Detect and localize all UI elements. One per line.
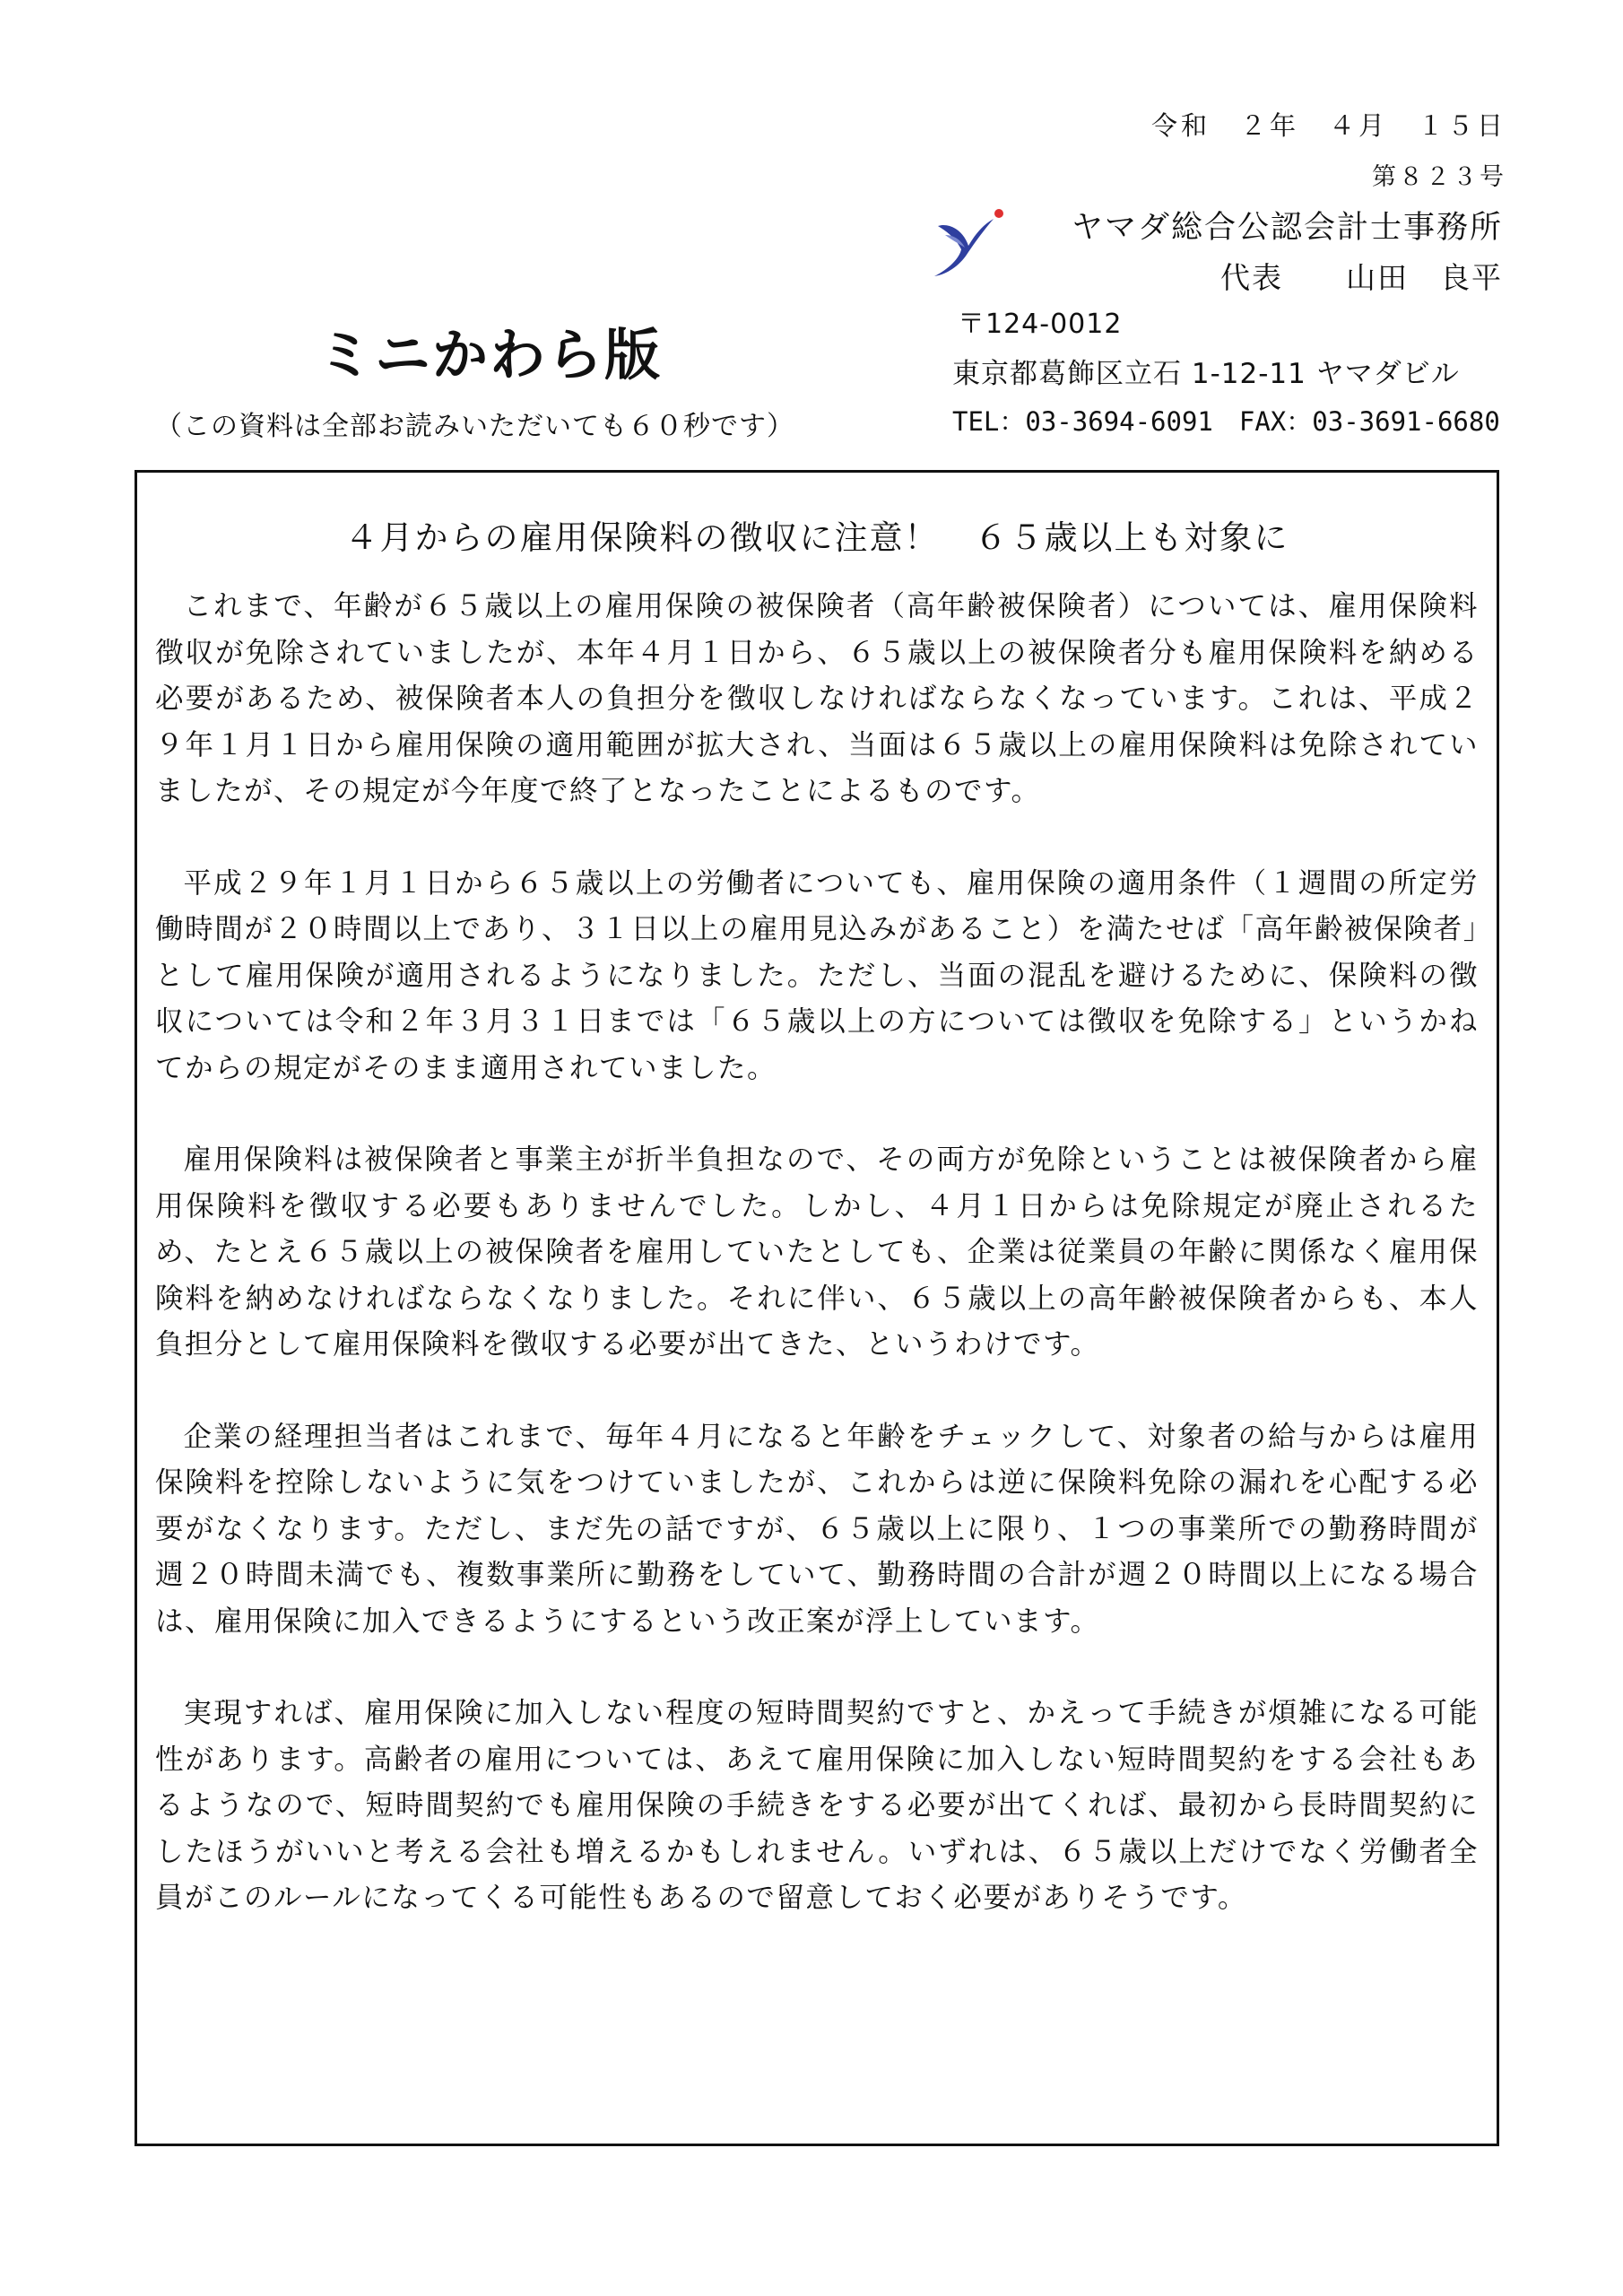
article-paragraph: 平成２９年１月１日から６５歳以上の労働者についても、雇用保険の適用条件（１週間の所定労働時間が２０時間以上であり、３１日以上の雇用見込みがあること）を満たせば「高年齢被保険者」として雇用保険が適用されるようになりました。ただし、当面の混乱を避けるために、保険料の徴収については令和２年３月３１日までは「６５歳以上の方については徴収を免除する」というかねてからの規定がそのまま適用されていました。	[155, 866, 1479, 1084]
issue-number: 第８２３号	[1372, 163, 1506, 191]
office-address: 東京都葛飾区立石 1-12-11 ヤマダビル	[952, 358, 1460, 390]
article-body	[155, 584, 1479, 1968]
office-name: ヤマダ総合公認会計士事務所	[1071, 210, 1503, 246]
article-box	[135, 470, 1499, 2146]
logo-graphic	[927, 199, 1017, 280]
issue-date: 令和 ２年 ４月 １５日	[1150, 110, 1506, 141]
newsletter-subtitle: （この資料は全部お読みいただいても６０秒です）	[155, 411, 794, 442]
postal-code: 〒124-0012	[958, 309, 1123, 340]
tel-fax: TEL：03-3694-6091 FAX：03-3691-6680	[952, 406, 1500, 437]
article-paragraph: 雇用保険料は被保険者と事業主が折半負担なので、その両方が免除ということは被保険者から雇用保険料を徴収する必要もありませんでした。しかし、４月１日からは免除規定が廃止されるため、たとえ６５歳以上の被保険者を雇用していたとしても、企業は従業員の年齢に関係なく雇用保険料を納めなければならなくなりました。それに伴い、６５歳以上の高年齢被保険者からも、本人負担分として雇用保険料を徴収する必要が出てきた、というわけです。	[155, 1144, 1479, 1361]
article-heading: ４月からの雇用保険料の徴収に注意！ ６５歳以上も対象に	[344, 518, 1289, 557]
yamada-swoosh-logo-icon	[927, 199, 1017, 280]
representative: 代表 山田 良平	[1220, 260, 1503, 295]
article-paragraph: 実現すれば、雇用保険に加入しない程度の短時間契約ですと、かえって手続きが煩雑になる可能性があります。高齢者の雇用については、あえて雇用保険に加入しない短時間契約をする会社もあるようなので、短時間契約でも雇用保険の手続きをする必要が出てくれば、最初から長時間契約にしたほうがいいと考える会社も増えるかもしれません。いずれは、６５歳以上だけでなく労働者全員がこのルールになってくる可能性もあるので留意しておく必要がありそうです。	[155, 1697, 1479, 1914]
article-paragraph: これまで、年齢が６５歳以上の雇用保険の被保険者（高年齢被保険者）については、雇用保険料徴収が免除されていましたが、本年４月１日から、６５歳以上の被保険者分も雇用保険料を納める必要があるため、被保険者本人の負担分を徴収しなければならなくなっています。これは、平成２９年１月１日から雇用保険の適用範囲が拡大され、当面は６５歳以上の雇用保険料は免除されていましたが、その規定が今年度で終了となったことによるものです。	[155, 590, 1479, 807]
newsletter-title: ミニかわら版	[317, 322, 663, 387]
article-paragraph: 企業の経理担当者はこれまで、毎年４月になると年齢をチェックして、対象者の給与からは雇用保険料を控除しないように気をつけていましたが、これからは逆に保険料免除の漏れを心配する必要がなくなります。ただし、まだ先の話ですが、６５歳以上に限り、１つの事業所での勤務時間が週２０時間未満でも、複数事業所に勤務をしていて、勤務時間の合計が週２０時間以上になる場合は、雇用保険に加入できるようにするという改正案が浮上しています。	[155, 1420, 1479, 1638]
